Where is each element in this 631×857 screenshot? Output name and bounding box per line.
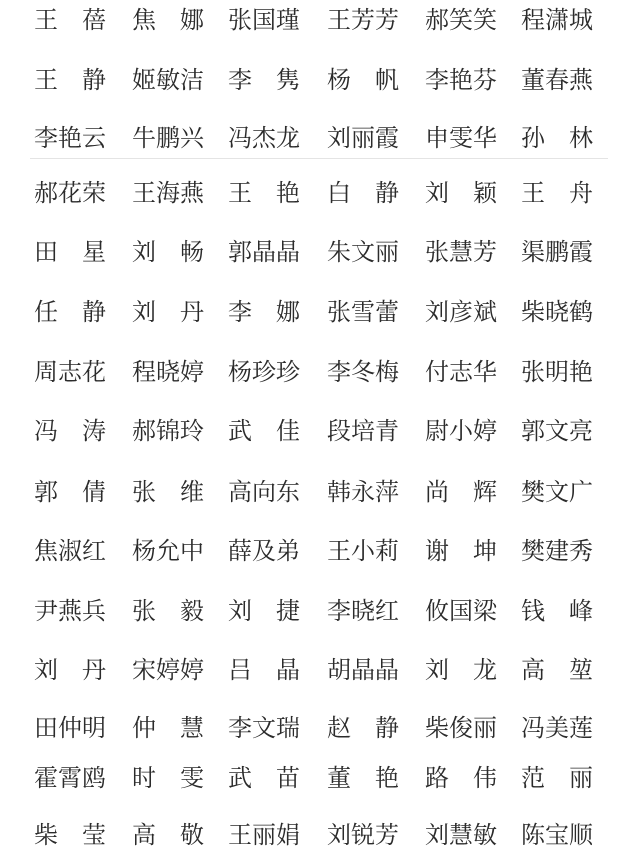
name-cell: 张国瑾: [228, 6, 300, 34]
name-cell: 王芳芳: [327, 6, 399, 34]
name-row: [30, 815, 610, 855]
name-cell: 张 毅: [132, 597, 204, 625]
name-row: [30, 352, 610, 392]
name-cell: 刘 畅: [132, 238, 204, 266]
name-cell: 张雪蕾: [327, 298, 399, 326]
name-cell: 樊文广: [521, 478, 593, 506]
name-cell: 董 艳: [327, 764, 399, 792]
name-cell: 焦 娜: [132, 6, 204, 34]
name-cell: 吕 晶: [228, 656, 300, 684]
name-row: [30, 472, 610, 512]
name-cell: 钱 峰: [521, 597, 593, 625]
name-cell: 王小莉: [327, 537, 399, 565]
name-cell: 柴晓鹤: [521, 298, 593, 326]
name-cell: 王丽娟: [228, 821, 300, 849]
name-cell: 韩永萍: [327, 478, 399, 506]
name-cell: 郭文亮: [521, 417, 593, 445]
name-cell: 申雯华: [425, 124, 497, 152]
name-cell: 田 星: [34, 238, 106, 266]
name-cell: 白 静: [327, 179, 399, 207]
name-cell: 冯美莲: [521, 714, 593, 742]
name-cell: 李文瑞: [228, 714, 300, 742]
name-cell: 高 堃: [521, 656, 593, 684]
name-cell: 刘慧敏: [425, 821, 497, 849]
name-cell: 董春燕: [521, 66, 593, 94]
name-cell: 李冬梅: [327, 358, 399, 386]
name-cell: 路 伟: [425, 764, 497, 792]
name-cell: 仲 慧: [132, 714, 204, 742]
name-cell: 刘 龙: [425, 656, 497, 684]
name-cell: 程潇城: [521, 6, 593, 34]
name-cell: 杨珍珍: [228, 358, 300, 386]
name-cell: 田仲明: [34, 714, 106, 742]
name-cell: 刘丽霞: [327, 124, 399, 152]
name-cell: 高 敬: [132, 821, 204, 849]
name-row: [30, 173, 610, 213]
name-cell: 焦淑红: [34, 537, 106, 565]
name-cell: 赵 静: [327, 714, 399, 742]
row-divider: [30, 158, 608, 159]
name-cell: 高向东: [228, 478, 300, 506]
name-cell: 谢 坤: [425, 537, 497, 565]
name-row: [30, 292, 610, 332]
name-cell: 胡晶晶: [327, 656, 399, 684]
name-cell: 刘锐芳: [327, 821, 399, 849]
name-cell: 李晓红: [327, 597, 399, 625]
name-cell: 冯杰龙: [228, 124, 300, 152]
name-cell: 段培青: [327, 417, 399, 445]
name-cell: 王 静: [34, 66, 106, 94]
name-cell: 郝笑笑: [425, 6, 497, 34]
name-cell: 薛及弟: [228, 537, 300, 565]
name-row: [30, 650, 610, 690]
name-cell: 周志花: [34, 358, 106, 386]
name-cell: 范 丽: [521, 764, 593, 792]
name-cell: 尹燕兵: [34, 597, 106, 625]
name-cell: 程晓婷: [132, 358, 204, 386]
name-cell: 刘 丹: [132, 298, 204, 326]
name-cell: 王 舟: [521, 179, 593, 207]
name-row: [30, 591, 610, 631]
name-cell: 李艳云: [34, 124, 106, 152]
name-cell: 时 雯: [132, 764, 204, 792]
name-cell: 刘彦斌: [425, 298, 497, 326]
name-cell: 宋婷婷: [132, 656, 204, 684]
name-cell: 李 娜: [228, 298, 300, 326]
name-cell: 柴俊丽: [425, 714, 497, 742]
name-cell: 张明艳: [521, 358, 593, 386]
name-cell: 郝锦玲: [132, 417, 204, 445]
name-row: [30, 758, 610, 798]
name-cell: 霍霄鸥: [34, 764, 106, 792]
name-cell: 陈宝顺: [521, 821, 593, 849]
name-cell: 杨允中: [132, 537, 204, 565]
name-row: [30, 232, 610, 272]
name-row: [30, 0, 610, 40]
name-cell: 攸国梁: [425, 597, 497, 625]
name-cell: 武 苗: [228, 764, 300, 792]
name-cell: 刘 丹: [34, 656, 106, 684]
name-cell: 李 隽: [228, 66, 300, 94]
name-cell: 尚 辉: [425, 478, 497, 506]
name-cell: 任 静: [34, 298, 106, 326]
name-cell: 郝花荣: [34, 179, 106, 207]
name-cell: 杨 帆: [327, 66, 399, 94]
name-cell: 郭 倩: [34, 478, 106, 506]
name-cell: 冯 涛: [34, 417, 106, 445]
name-cell: 刘 颖: [425, 179, 497, 207]
name-cell: 付志华: [425, 358, 497, 386]
name-cell: 张慧芳: [425, 238, 497, 266]
name-cell: 尉小婷: [425, 417, 497, 445]
name-cell: 张 维: [132, 478, 204, 506]
name-cell: 王海燕: [132, 179, 204, 207]
name-cell: 孙 林: [521, 124, 593, 152]
name-row: [30, 411, 610, 451]
name-row: [30, 118, 610, 158]
name-cell: 柴 莹: [34, 821, 106, 849]
name-row: [30, 531, 610, 571]
name-cell: 王 蓓: [34, 6, 106, 34]
name-row: [30, 60, 610, 100]
name-cell: 郭晶晶: [228, 238, 300, 266]
name-cell: 李艳芬: [425, 66, 497, 94]
name-cell: 牛鹏兴: [132, 124, 204, 152]
name-cell: 刘 捷: [228, 597, 300, 625]
name-cell: 朱文丽: [327, 238, 399, 266]
name-row: [30, 708, 610, 748]
name-cell: 渠鹏霞: [521, 238, 593, 266]
name-cell: 武 佳: [228, 417, 300, 445]
name-cell: 姬敏洁: [132, 66, 204, 94]
name-cell: 樊建秀: [521, 537, 593, 565]
name-cell: 王 艳: [228, 179, 300, 207]
